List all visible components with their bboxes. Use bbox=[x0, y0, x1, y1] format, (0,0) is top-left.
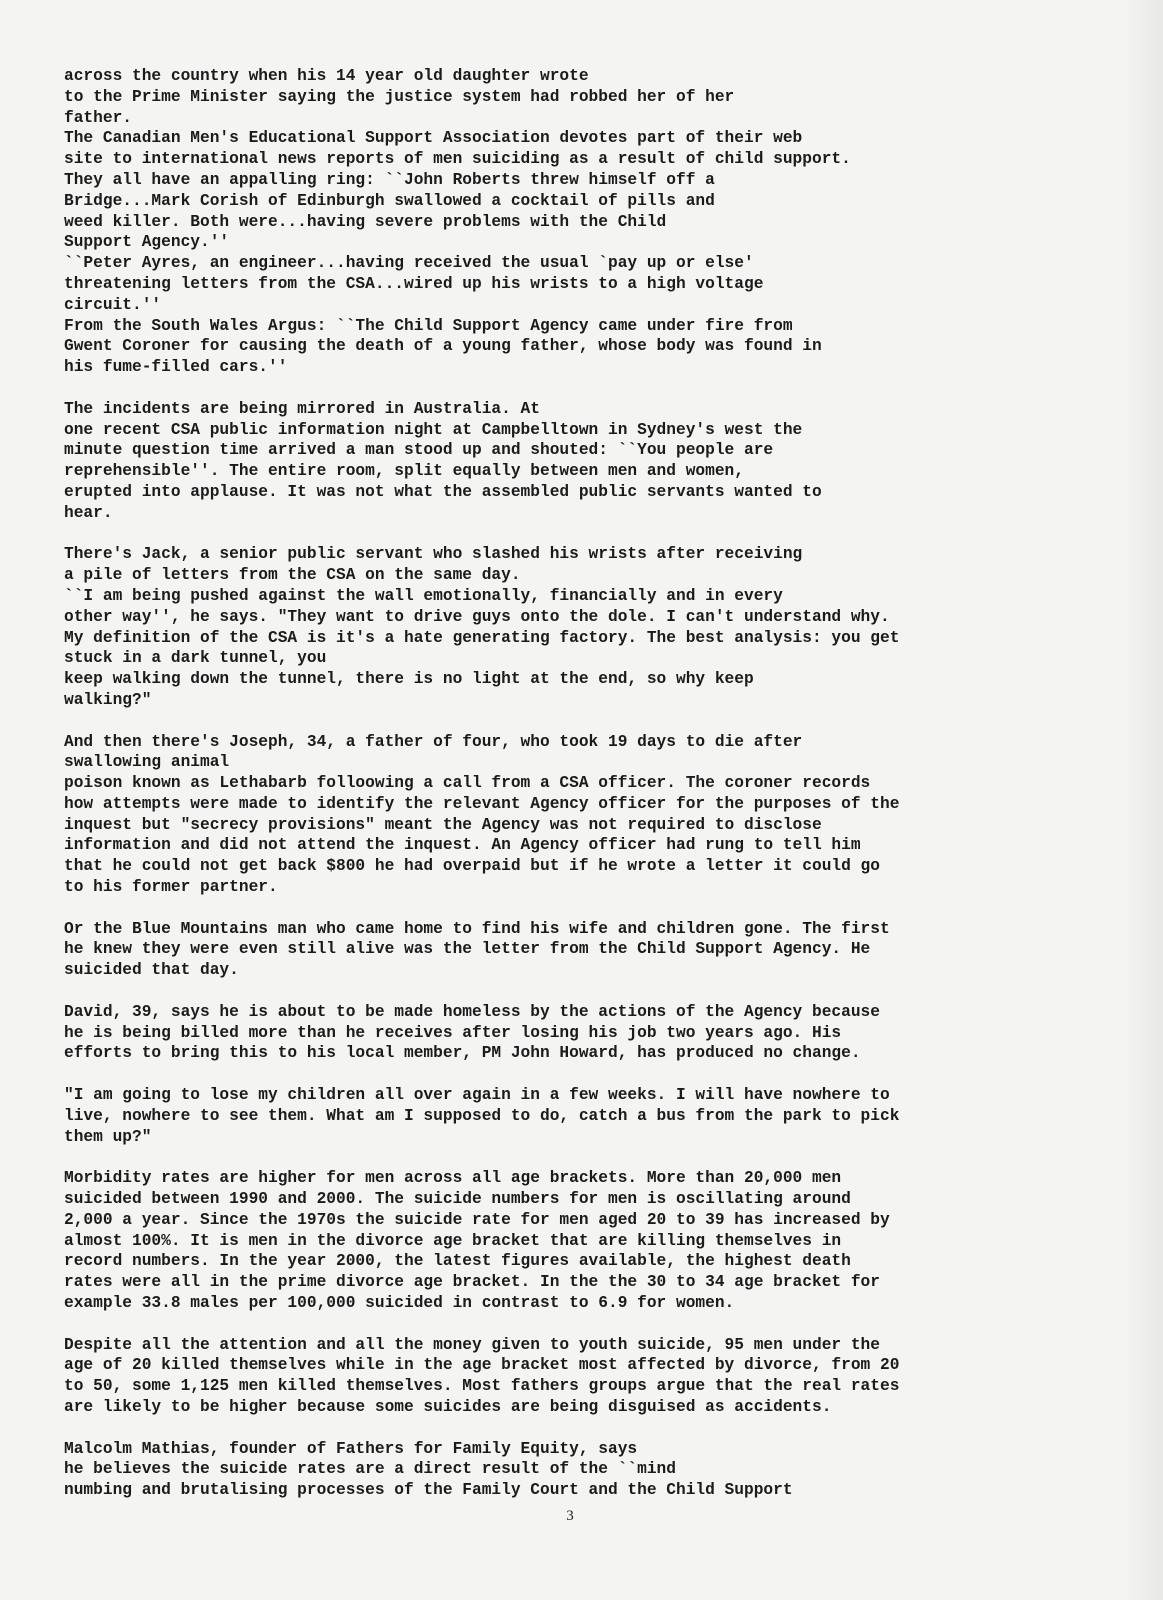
text-line: rates were all in the prime divorce age bracket. In the the 30 to 34 age bracket for bbox=[64, 1273, 880, 1292]
text-line: keep walking down the tunnel, there is no light at the end, so why keep bbox=[64, 670, 754, 689]
text-line: to 50, some 1,125 men killed themselves. Most fathers groups argue that the real rates bbox=[64, 1377, 900, 1396]
text-line: swallowing animal bbox=[64, 753, 230, 772]
text-line: 2,000 a year. Since the 1970s the suicide rate for men aged 20 to 39 has increased by bbox=[64, 1210, 890, 1229]
text-line: Support Agency.'' bbox=[64, 233, 230, 252]
paragraph bbox=[64, 1439, 1144, 1501]
text-line: site to international news reports of men suiciding as a result of child support. bbox=[64, 150, 851, 169]
paragraph bbox=[64, 919, 1144, 981]
text-line: Bridge...Mark Corish of Edinburgh swallowed a cocktail of pills and bbox=[64, 191, 715, 210]
text-line: Or the Blue Mountains man who came home to find his wife and children gone. The first bbox=[64, 919, 890, 938]
text-line: age of 20 killed themselves while in the age bracket most affected by divorce, from 20 bbox=[64, 1356, 900, 1375]
text-line: Gwent Coroner for causing the death of a young father, whose body was found in bbox=[64, 337, 822, 356]
text-line: to his former partner. bbox=[64, 878, 278, 897]
text-line: suicided that day. bbox=[64, 961, 239, 980]
text-line: And then there's Joseph, 34, a father of four, who took 19 days to die after bbox=[64, 732, 803, 751]
text-line: walking?" bbox=[64, 690, 152, 709]
text-line: There's Jack, a senior public servant who slashed his wrists after receiving bbox=[64, 545, 803, 564]
text-line: that he could not get back $800 he had overpaid but if he wrote a letter it could go bbox=[64, 857, 880, 876]
text-line: threatening letters from the CSA...wired up his wrists to a high voltage bbox=[64, 274, 764, 293]
text-line: reprehensible''. The entire room, split equally between men and women, bbox=[64, 462, 744, 481]
text-line: example 33.8 males per 100,000 suicided in contrast to 6.9 for women. bbox=[64, 1294, 735, 1313]
text-line: one recent CSA public information night at Campbelltown in Sydney's west the bbox=[64, 420, 803, 439]
paragraph bbox=[64, 544, 1144, 710]
text-line: David, 39, says he is about to be made homeless by the actions of the Agency because bbox=[64, 1002, 880, 1021]
text-line: live, nowhere to see them. What am I supposed to do, catch a bus from the park to pick bbox=[64, 1106, 900, 1125]
text-line: information and did not attend the inquest. An Agency officer had rung to tell him bbox=[64, 836, 861, 855]
text-line: minute question time arrived a man stood up and shouted: ``You people are bbox=[64, 441, 774, 460]
text-line: ``Peter Ayres, an engineer...having received the usual `pay up or else' bbox=[64, 254, 754, 273]
paragraph bbox=[64, 1168, 1144, 1314]
document-body bbox=[64, 66, 1144, 1501]
text-line: My definition of the CSA is it's a hate generating factory. The best analysis: you get bbox=[64, 628, 900, 647]
text-line: other way'', he says. "They want to drive guys onto the dole. I can't understand why. bbox=[64, 607, 890, 626]
text-line: his fume-filled cars.'' bbox=[64, 358, 288, 377]
text-line: a pile of letters from the CSA on the same day. bbox=[64, 566, 521, 585]
text-line: Malcolm Mathias, founder of Fathers for Family Equity, says bbox=[64, 1439, 638, 1458]
text-line: numbing and brutalising processes of the Family Court and the Child Support bbox=[64, 1481, 793, 1500]
text-line: father. bbox=[64, 108, 132, 127]
text-line: hear. bbox=[64, 503, 113, 522]
text-line: he knew they were even still alive was the letter from the Child Support Agency. He bbox=[64, 940, 871, 959]
text-line: poison known as Lethabarb folloowing a call from a CSA officer. The coroner records bbox=[64, 774, 871, 793]
text-line: stuck in a dark tunnel, you bbox=[64, 649, 327, 668]
paragraph bbox=[64, 732, 1144, 898]
text-line: how attempts were made to identify the relevant Agency officer for the purposes of the bbox=[64, 794, 900, 813]
paragraph bbox=[64, 66, 1144, 378]
paragraph bbox=[64, 1335, 1144, 1418]
text-line: The Canadian Men's Educational Support Association devotes part of their web bbox=[64, 129, 803, 148]
text-line: ``I am being pushed against the wall emotionally, financially and in every bbox=[64, 586, 783, 605]
text-line: The incidents are being mirrored in Australia. At bbox=[64, 399, 540, 418]
text-line: are likely to be higher because some suicides are being disguised as accidents. bbox=[64, 1398, 832, 1416]
text-line: weed killer. Both were...having severe problems with the Child bbox=[64, 212, 667, 231]
text-line: he believes the suicide rates are a direct result of the ``mind bbox=[64, 1460, 676, 1479]
text-line: to the Prime Minister saying the justice system had robbed her of her bbox=[64, 87, 735, 106]
text-line: he is being billed more than he receives after losing his job two years ago. His bbox=[64, 1023, 842, 1042]
paragraph bbox=[64, 399, 1144, 524]
text-line: erupted into applause. It was not what the assembled public servants wanted to bbox=[64, 482, 822, 501]
text-line: record numbers. In the year 2000, the latest figures available, the highest death bbox=[64, 1252, 851, 1271]
paragraph bbox=[64, 1002, 1144, 1064]
page-number: 3 bbox=[566, 1508, 574, 1524]
text-line: suicided between 1990 and 2000. The suicide numbers for men is oscillating around bbox=[64, 1190, 851, 1209]
text-line: almost 100%. It is men in the divorce age bracket that are killing themselves in bbox=[64, 1231, 842, 1250]
text-line: circuit.'' bbox=[64, 295, 162, 314]
text-line: Morbidity rates are higher for men across all age brackets. More than 20,000 men bbox=[64, 1169, 842, 1188]
text-line: them up?" bbox=[64, 1127, 152, 1146]
text-line: "I am going to lose my children all over again in a few weeks. I will have nowhere to bbox=[64, 1086, 890, 1105]
paragraph bbox=[64, 1085, 1144, 1147]
text-line: inquest but "secrecy provisions" meant the Agency was not required to disclose bbox=[64, 815, 822, 834]
text-line: across the country when his 14 year old daughter wrote bbox=[64, 67, 589, 85]
text-line: Despite all the attention and all the money given to youth suicide, 95 men under the bbox=[64, 1335, 880, 1354]
text-line: They all have an appalling ring: ``John Roberts threw himself off a bbox=[64, 170, 715, 189]
text-line: From the South Wales Argus: ``The Child Support Agency came under fire from bbox=[64, 316, 793, 335]
text-line: efforts to bring this to his local member, PM John Howard, has produced no change. bbox=[64, 1044, 861, 1063]
